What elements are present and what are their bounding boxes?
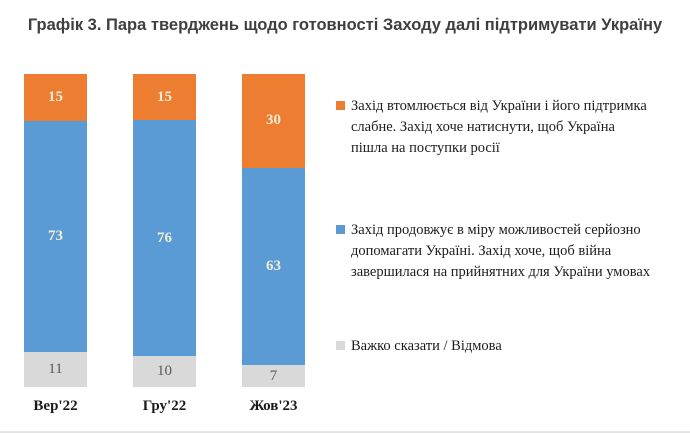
stacked-bar: [242, 74, 305, 387]
chart-title: Графік 3. Пара тверджень щодо готовності Заходу далі підтримувати Україну: [27, 16, 663, 34]
bar-segment: [242, 168, 305, 365]
bar-segment: [24, 74, 87, 121]
value-label: 76: [157, 229, 172, 246]
bar-column: [242, 74, 305, 414]
plot-area: [24, 74, 305, 414]
value-label: 11: [48, 361, 63, 378]
bar-segment: [133, 356, 196, 387]
bar-segment: [24, 121, 87, 352]
bar-segment: [24, 352, 87, 387]
orange-swatch-icon: [336, 101, 345, 110]
value-label: 15: [157, 88, 172, 105]
bar-segment: [242, 74, 305, 168]
value-label: 63: [266, 257, 281, 274]
legend-item-hard-to-say: [336, 336, 653, 357]
legend-label: Захід втомлюється від України і його підтримка слабне. Захід хоче натиснути, щоб Україна пішла на поступки росії: [351, 98, 647, 156]
blue-swatch-icon: [336, 225, 345, 234]
bar-segment: [133, 74, 196, 120]
legend-item-west-tired: [336, 96, 653, 159]
bar-column: [24, 74, 87, 414]
stacked-bar: [24, 74, 87, 387]
stacked-bar: [133, 74, 196, 387]
legend-item-west-helps: [336, 220, 653, 283]
bar-segment: [133, 120, 196, 356]
legend-label: Захід продовжує в міру можливостей серйозно допомагати Україні. Захід хоче, щоб війна завершилася на прийнятних для України умовах: [351, 222, 651, 280]
category-label: Жов'23: [249, 398, 298, 414]
legend: [336, 0, 676, 433]
category-label: Вер'22: [33, 398, 78, 414]
value-label: 7: [269, 367, 278, 384]
bar-column: [133, 74, 196, 414]
value-label: 73: [48, 228, 63, 245]
value-label: 30: [266, 112, 281, 129]
value-label: 10: [157, 362, 172, 379]
value-label: 15: [48, 89, 63, 106]
category-label: Гру'22: [142, 398, 187, 414]
legend-label: Важко сказати / Відмова: [351, 338, 502, 354]
bar-segment: [242, 365, 305, 387]
gray-swatch-icon: [336, 341, 345, 350]
